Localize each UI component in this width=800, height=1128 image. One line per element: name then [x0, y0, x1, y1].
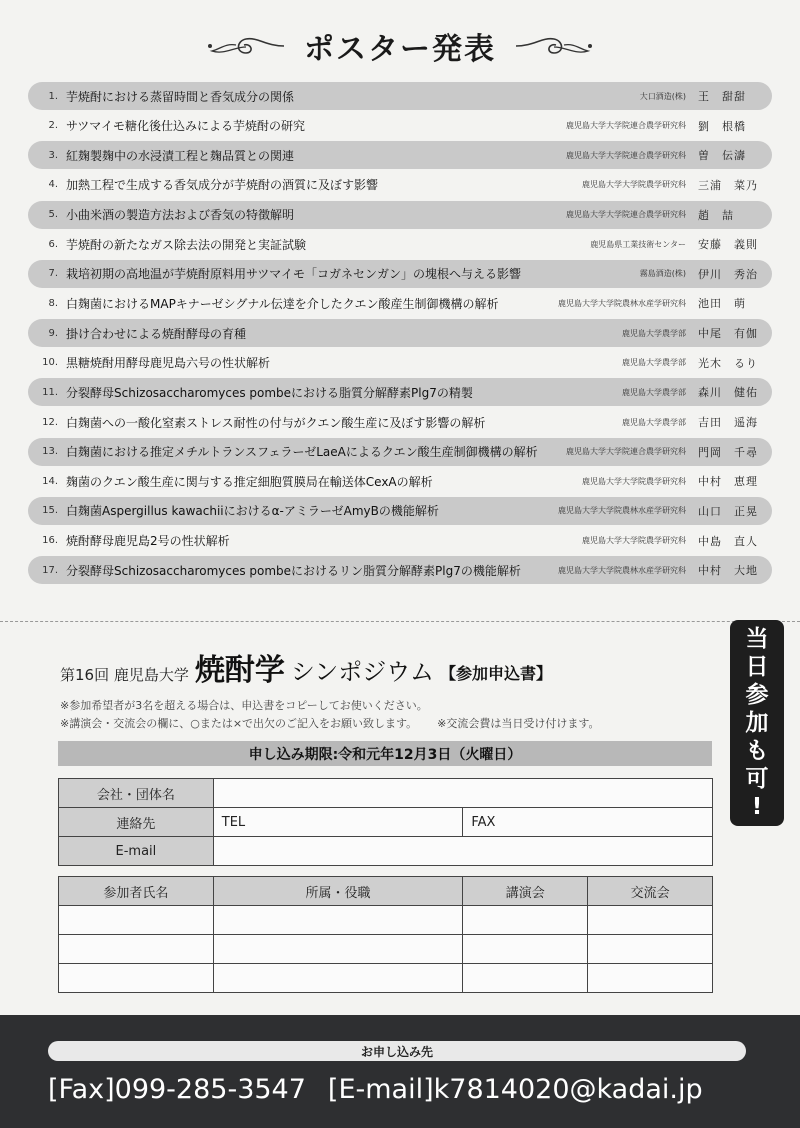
poster-item — [28, 82, 772, 110]
contact-table — [58, 778, 713, 866]
poster-number: 11. — [42, 386, 58, 398]
note-row — [60, 715, 720, 733]
contact-label: 連絡先 — [59, 808, 214, 837]
poster-presenter: 山口 正晃 — [698, 504, 758, 518]
poster-affiliation: 鹿児島大学大学院農林水産学研究科 — [558, 298, 686, 308]
poster-number: 9. — [48, 327, 58, 339]
poster-title-text: サツマイモ糖化後仕込みによる芋焼酎の研究 — [66, 119, 306, 134]
poster-title-text: 芋焼酎における蒸留時間と香気成分の関係 — [66, 89, 295, 104]
poster-presenter: 曽 伝濤 — [698, 149, 746, 163]
table-row — [59, 906, 713, 935]
poster-affiliation: 鹿児島大学大学院連合農学研究科 — [566, 150, 686, 160]
poster-number: 12. — [42, 416, 58, 428]
fax-number: [Fax]099-285-3547 — [48, 1073, 306, 1105]
poster-presenter: 森川 健佑 — [698, 386, 758, 400]
note-fee: ※交流会費は当日受け付けます。 — [437, 717, 600, 730]
footer — [0, 1015, 800, 1128]
poster-presenter: 伊川 秀治 — [698, 267, 758, 281]
participant-name-cell[interactable] — [59, 964, 214, 993]
poster-number: 5. — [48, 209, 58, 221]
poster-affiliation: 鹿児島大学農学部 — [622, 358, 686, 368]
badge-char: 参 — [745, 682, 769, 708]
table-row — [59, 935, 713, 964]
poster-number: 4. — [48, 179, 58, 191]
poster-title-text: 分裂酵母Schizosaccharomyces pombeにおけるリン脂質分解酵素Plg7の機能解析 — [66, 563, 521, 578]
participant-name-cell[interactable] — [59, 906, 214, 935]
deadline-bar: 申し込み期限:令和元年12月3日（火曜日） — [58, 741, 712, 766]
poster-number: 13. — [42, 446, 58, 458]
poster-item — [28, 408, 772, 436]
poster-item — [28, 260, 772, 288]
poster-title-text: 白麹菌における推定メチルトランスフェラーゼLaeAによるクエン酸生産制御機構の解析 — [66, 445, 538, 460]
email-field[interactable] — [213, 837, 712, 866]
poster-presenter: 安藤 義則 — [698, 238, 758, 252]
poster-affiliation: 鹿児島大学農学部 — [622, 328, 686, 338]
poster-title-text: 白麹菌におけるMAPキナーゼシグナル伝達を介したクエン酸産生制御機構の解析 — [66, 296, 499, 311]
badge-char: 加 — [745, 710, 769, 736]
poster-affiliation: 大口酒造(株) — [639, 91, 686, 101]
badge-char: ! — [751, 794, 763, 820]
symposium-title-sub: シンポジウム — [290, 658, 435, 686]
participant-name-cell[interactable] — [59, 935, 214, 964]
poster-presenter: 光木 るり — [698, 356, 758, 370]
poster-item — [28, 289, 772, 317]
poster-title-text: 紅麹製麹中の水浸漬工程と麹品質との関連 — [66, 148, 295, 163]
affiliation-header: 所属・役職 — [213, 877, 463, 906]
poster-number: 14. — [42, 475, 58, 487]
affiliation-cell[interactable] — [213, 935, 463, 964]
poster-affiliation: 鹿児島大学大学院農林水産学研究科 — [558, 506, 686, 516]
application-contact-label: お申し込み先 — [48, 1041, 746, 1061]
symposium-edition: 第16回 鹿児島大学 — [60, 666, 189, 684]
poster-item — [28, 497, 772, 525]
tel-field[interactable] — [213, 808, 463, 837]
poster-item — [28, 112, 772, 140]
lecture-header: 講演会 — [463, 877, 588, 906]
poster-affiliation: 鹿児島大学大学院農林水産学研究科 — [558, 565, 686, 575]
poster-number: 6. — [48, 238, 58, 250]
poster-number: 10. — [42, 357, 58, 369]
fax-field[interactable] — [463, 808, 713, 837]
poster-affiliation: 霧島酒造(株) — [639, 269, 686, 279]
social-cell[interactable] — [588, 906, 713, 935]
poster-presenter: 吉田 遥海 — [698, 416, 758, 430]
poster-title-text: 焼酎酵母鹿児島2号の性状解析 — [66, 534, 230, 549]
poster-item — [28, 467, 772, 495]
poster-title-text: 栽培初期の高地温が芋焼酎原料用サツマイモ「コガネセンガン」の塊根へ与える影響 — [66, 267, 522, 282]
poster-item — [28, 556, 772, 584]
poster-affiliation: 鹿児島県工業技術センター — [590, 239, 686, 249]
right-ornament-icon — [514, 31, 594, 61]
lecture-cell[interactable] — [463, 906, 588, 935]
social-header: 交流会 — [588, 877, 713, 906]
lecture-cell[interactable] — [463, 964, 588, 993]
form-type-tag: 【参加申込書】 — [440, 664, 553, 683]
poster-list — [28, 82, 772, 586]
poster-affiliation: 鹿児島大学大学院農学研究科 — [582, 536, 686, 546]
poster-title-text: 小曲米酒の製造方法および香気の特徴解明 — [66, 208, 295, 223]
poster-title-text: 加熱工程で生成する香気成分が芋焼酎の酒質に及ぼす影響 — [66, 178, 379, 193]
poster-title-text: 分裂酵母Schizosaccharomyces pombeにおける脂質分解酵素Plg7の精製 — [66, 385, 473, 400]
poster-presenter: 門岡 千尋 — [698, 445, 758, 459]
poster-affiliation: 鹿児島大学大学院連合農学研究科 — [566, 121, 686, 131]
poster-presenter: 劉 根橋 — [698, 119, 746, 133]
poster-affiliation: 鹿児島大学大学院連合農学研究科 — [566, 447, 686, 457]
badge-char: 日 — [745, 654, 769, 680]
poster-presenter: 三浦 菜乃 — [698, 178, 758, 192]
badge-char: 当 — [745, 626, 769, 652]
poster-number: 17. — [42, 564, 58, 576]
poster-affiliation: 鹿児島大学大学院農学研究科 — [582, 180, 686, 190]
form-heading — [60, 645, 552, 689]
poster-title-text: 黒糖焼酎用酵母鹿児島六号の性状解析 — [66, 356, 271, 371]
symposium-title-main: 焼酎学 — [194, 653, 285, 688]
poster-presenter: 池田 萌 — [698, 297, 746, 311]
note-attendance: ※講演会・交流会の欄に、○または×で出欠のご記入をお願い致します。 — [60, 717, 418, 730]
badge-char: 可 — [745, 766, 769, 792]
fax-label: FAX — [471, 814, 496, 830]
company-label: 会社・団体名 — [59, 779, 214, 808]
poster-title-text: 白麹菌Aspergillus kawachiiにおけるα-アミラーゼAmyBの機能解析 — [66, 504, 439, 519]
cut-line — [0, 621, 800, 622]
poster-presenter: 王 甜甜 — [698, 90, 746, 103]
lecture-cell[interactable] — [463, 935, 588, 964]
poster-number: 8. — [48, 297, 58, 309]
poster-item — [28, 378, 772, 406]
same-day-badge — [730, 620, 784, 826]
poster-presenter: 中村 大地 — [698, 564, 758, 578]
poster-number: 1. — [48, 90, 58, 102]
left-ornament-icon — [206, 31, 286, 61]
poster-title-text: 掛け合わせによる焼酎酵母の育種 — [66, 326, 247, 341]
poster-header — [0, 22, 800, 70]
poster-item — [28, 438, 772, 466]
poster-affiliation: 鹿児島大学大学院農学研究科 — [582, 476, 686, 486]
participant-table — [58, 876, 713, 993]
participant-name-header: 参加者氏名 — [59, 877, 214, 906]
poster-item — [28, 141, 772, 169]
affiliation-cell[interactable] — [213, 964, 463, 993]
poster-item — [28, 349, 772, 377]
poster-title-text: 麹菌のクエン酸生産に関与する推定細胞質膜局在輸送体CexAの解析 — [66, 474, 433, 489]
poster-number: 7. — [48, 268, 58, 280]
note-copy: ※参加希望者が3名を超える場合は、申込書をコピーしてお使いください。 — [60, 699, 428, 712]
email-address[interactable]: [E-mail]k7814020@kadai.jp — [327, 1073, 703, 1105]
poster-presenter: 中尾 有伽 — [698, 327, 758, 341]
email-label: E-mail — [59, 837, 214, 866]
poster-presenter: 中村 恵理 — [698, 475, 758, 489]
social-cell[interactable] — [588, 935, 713, 964]
poster-affiliation: 鹿児島大学大学院連合農学研究科 — [566, 210, 686, 220]
poster-title-text: 芋焼酎の新たなガス除去法の開発と実証試験 — [66, 237, 307, 252]
poster-number: 3. — [48, 149, 58, 161]
poster-presenter: 趙 喆 — [698, 208, 734, 222]
poster-item — [28, 171, 772, 199]
form-notes — [60, 697, 720, 733]
company-field[interactable] — [213, 779, 712, 808]
poster-affiliation: 鹿児島大学農学部 — [622, 387, 686, 397]
poster-affiliation: 鹿児島大学農学部 — [622, 417, 686, 427]
affiliation-cell[interactable] — [213, 906, 463, 935]
poster-number: 15. — [42, 505, 58, 517]
poster-item — [28, 527, 772, 555]
poster-title-text: 白麹菌への一酸化窒素ストレス耐性の付与がクエン酸生産に及ぼす影響の解析 — [66, 415, 486, 430]
badge-char: も — [745, 738, 769, 764]
poster-item — [28, 201, 772, 229]
poster-number: 2. — [48, 120, 58, 132]
poster-title: ポスター発表 — [304, 32, 496, 67]
table-row — [59, 964, 713, 993]
poster-presenter: 中島 直人 — [698, 534, 758, 548]
footer-contact — [48, 1069, 768, 1109]
poster-number: 16. — [42, 535, 58, 547]
poster-item — [28, 319, 772, 347]
poster-item — [28, 230, 772, 258]
social-cell[interactable] — [588, 964, 713, 993]
tel-label: TEL — [221, 814, 246, 830]
